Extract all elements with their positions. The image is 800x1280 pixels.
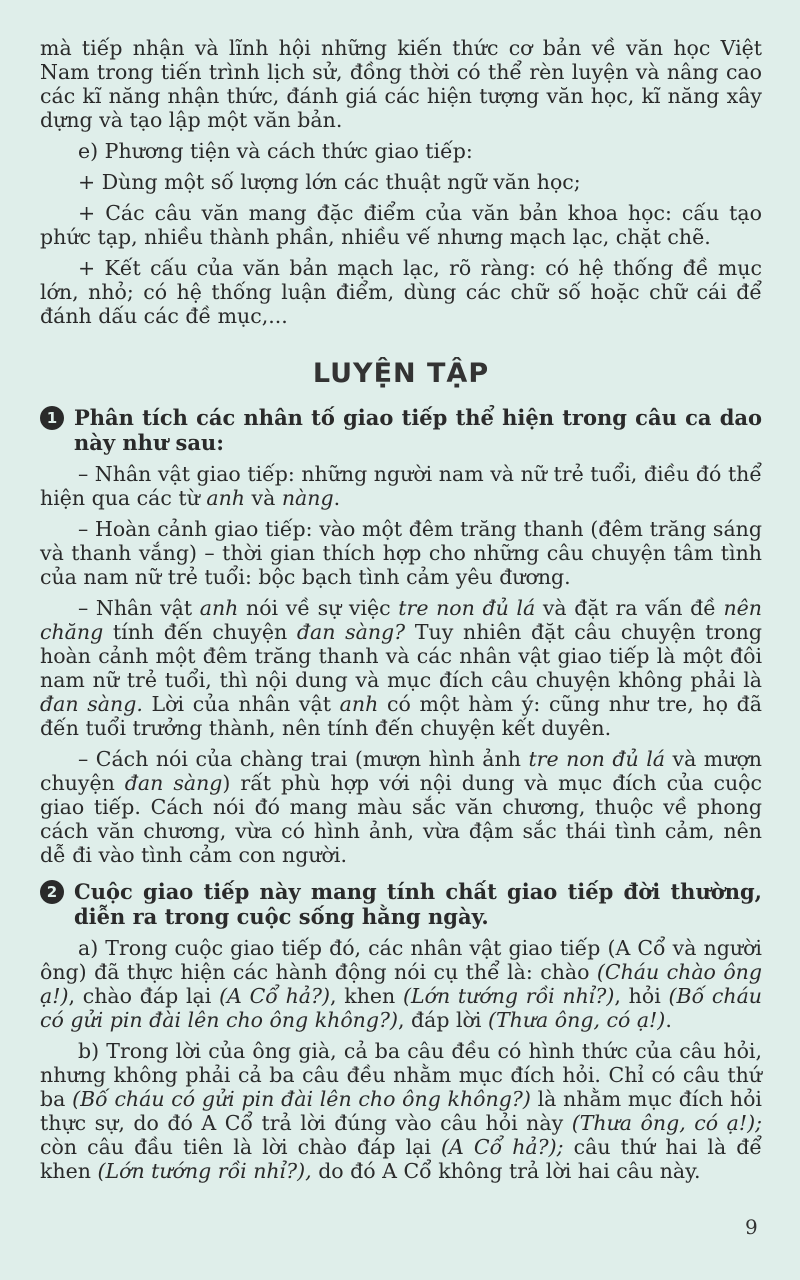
answer-2-part-b: b) Trong lời của ông già, cả ba câu đều có hình thức của câu hỏi, nhưng không phải cả ba câu đều nhằm mục đích hỏi. Chỉ có câu thứ ba (Bố cháu có gửi pin đài lên cho ông không?) là nhằm mục đích hỏi thực sự, do đó A Cổ trả lời đúng vào câu hỏi này (Thưa ông, có ạ!); còn câu đầu tiên là lời chào đáp lại (A Cổ hả?); câu thứ hai là để khen (Lớn tướng rồi nhỉ?), do đó A Cổ không trả lời hai câu này.: [40, 1039, 762, 1183]
page-body: [40, 36, 762, 1183]
intro-bullet-1: + Dùng một số lượng lớn các thuật ngữ văn học;: [78, 170, 581, 194]
answer-1-part-1: – Nhân vật giao tiếp: những người nam và nữ trẻ tuổi, điều đó thể hiện qua các từ anh và nàng.: [40, 462, 762, 510]
answer-1-part-2: – Hoàn cảnh giao tiếp: vào một đêm trăng thanh (đêm trăng sáng và thanh vắng) – thời gian thích hợp cho những câu chuyện tâm tình của nam nữ trẻ tuổi: bộc bạch tình cảm yêu đương.: [40, 517, 762, 589]
question-2-title: Cuộc giao tiếp này mang tính chất giao tiếp đời thường, diễn ra trong cuộc sống hằng ngày.: [74, 879, 762, 929]
page-number: 9: [745, 1215, 758, 1239]
question-2: [40, 879, 762, 929]
intro-paragraph: mà tiếp nhận và lĩnh hội những kiến thức cơ bản về văn học Việt Nam trong tiến trình lịch sử, đồng thời có thể rèn luyện và nâng cao các kĩ năng nhận thức, đánh giá các hiện tượng văn học, kĩ năng xây dựng và tạo lập một văn bản.: [40, 36, 762, 132]
question-number-2: 2: [40, 880, 64, 904]
intro-item-e: e) Phương tiện và cách thức giao tiếp:: [78, 139, 473, 163]
intro-bullet-3: + Kết cấu của văn bản mạch lạc, rõ ràng: có hệ thống đề mục lớn, nhỏ; có hệ thống luận điểm, dùng các chữ số hoặc chữ cái để đánh dấu các đề mục,...: [40, 256, 762, 328]
question-1: [40, 405, 762, 455]
section-heading: LUYỆN TẬP: [312, 358, 490, 389]
answer-1-part-4: – Cách nói của chàng trai (mượn hình ảnh tre non đủ lá và mượn chuyện đan sàng) rất phù hợp với nội dung và mục đích của cuộc giao tiếp. Cách nói đó mang màu sắc văn chương, thuộc về phong cách văn chương, vừa có hình ảnh, vừa đậm sắc thái tình cảm, nên dễ đi vào tình cảm con người.: [40, 747, 762, 867]
answer-1-part-3: – Nhân vật anh nói về sự việc tre non đủ lá và đặt ra vấn đề nên chăng tính đến chuyện đan sàng? Tuy nhiên đặt câu chuyện trong hoàn cảnh một đêm trăng thanh và các nhân vật giao tiếp là một đôi nam nữ trẻ tuổi, thì nội dung và mục đích câu chuyện không phải là đan sàng. Lời của nhân vật anh có một hàm ý: cũng như tre, họ đã đến tuổi trưởng thành, nên tính đến chuyện kết duyên.: [40, 596, 763, 740]
answer-2-part-a: a) Trong cuộc giao tiếp đó, các nhân vật giao tiếp (A Cổ và người ông) đã thực hiện các hành động nói cụ thể là: chào (Cháu chào ông ạ!), chào đáp lại (A Cổ hả?), khen (Lớn tướng rồi nhỉ?), hỏi (Bố cháu có gửi pin đài lên cho ông không?), đáp lời (Thưa ông, có ạ!).: [40, 936, 762, 1032]
question-number-1: 1: [40, 406, 64, 430]
question-1-title: Phân tích các nhân tố giao tiếp thể hiện trong câu ca dao này như sau:: [74, 405, 762, 455]
intro-bullet-2: + Các câu văn mang đặc điểm của văn bản khoa học: cấu tạo phức tạp, nhiều thành phần, nhiều vế nhưng mạch lạc, chặt chẽ.: [40, 201, 762, 249]
